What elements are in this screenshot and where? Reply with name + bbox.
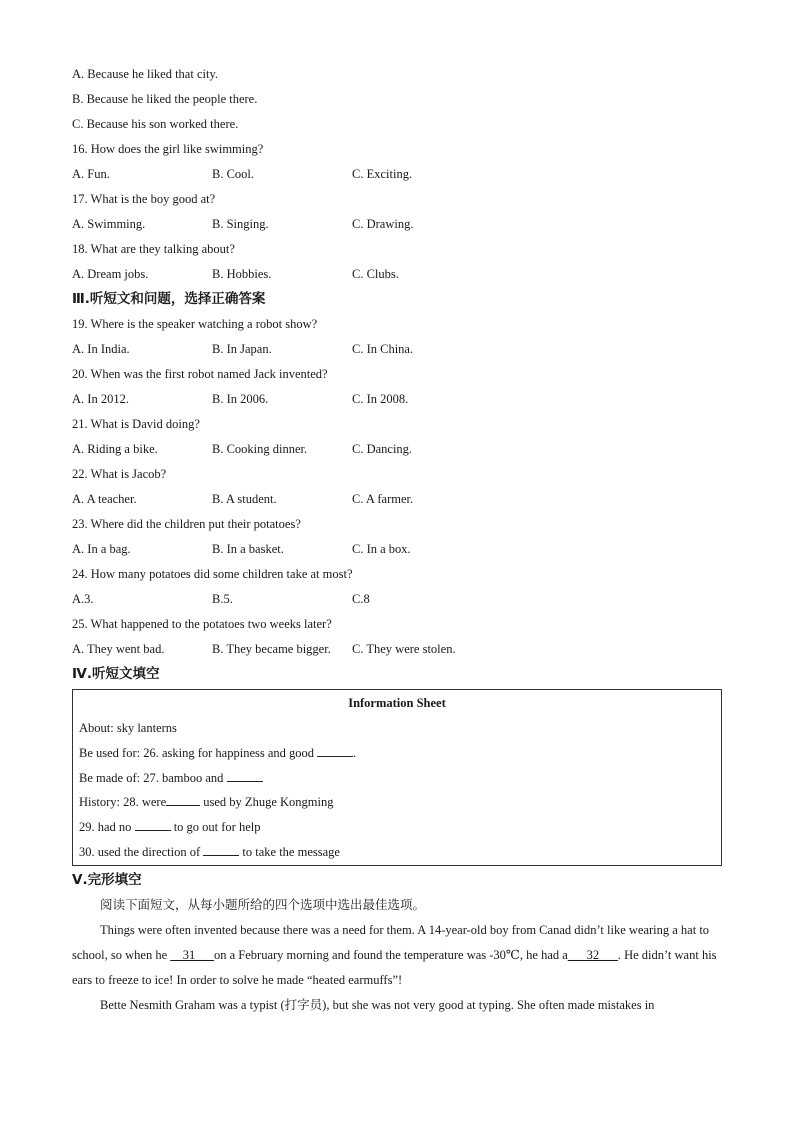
question-17: 17. What is the boy good at?: [72, 192, 216, 206]
exam-page: [72, 62, 722, 1018]
option-b: B. In Japan.: [212, 342, 272, 356]
option-b: B.5.: [212, 592, 233, 606]
q15-option-b: B. Because he liked the people there.: [72, 92, 258, 106]
cloze-blank-32[interactable]: ___32___: [567, 947, 618, 962]
sheet-row-30: [73, 840, 721, 865]
cloze-instructions: 阅读下面短文，从每小题所给的四个选项中选出最佳选项。: [100, 897, 426, 912]
questions-19-25: [72, 312, 722, 662]
option-b: B. In 2006.: [212, 392, 269, 406]
option-c: C. In a box.: [352, 542, 411, 556]
option-b: B. In a basket.: [212, 542, 284, 556]
option-a: A. They went bad.: [72, 642, 165, 656]
row-text: to go out for help: [170, 820, 261, 835]
q15-option-c: C. Because his son worked there.: [72, 117, 239, 131]
question-21: 21. What is David doing?: [72, 417, 200, 431]
question-16: 16. How does the girl like swimming?: [72, 142, 264, 156]
section-3-heading: Ⅲ.听短文和问题，选择正确答案: [72, 291, 266, 307]
row-text: History: 28. were: [79, 795, 167, 810]
answer-blank-28[interactable]: [166, 791, 200, 806]
option-b: B. Cool.: [212, 167, 255, 181]
question-22: 22. What is Jacob?: [72, 467, 167, 481]
sheet-row-used-for: [73, 741, 721, 766]
option-a: A. A teacher.: [72, 492, 137, 506]
option-a: A. In 2012.: [72, 392, 129, 406]
option-c: C. Exciting.: [352, 167, 413, 181]
option-b: B. They became bigger.: [212, 642, 331, 656]
option-a: A. In India.: [72, 342, 130, 356]
question-19: 19. Where is the speaker watching a robot show?: [72, 317, 318, 331]
answer-blank-26[interactable]: [317, 742, 353, 757]
cloze-paragraph-1: [72, 918, 722, 993]
information-sheet: [72, 689, 722, 866]
question-16-options: [72, 162, 722, 187]
option-c: C. In China.: [352, 342, 414, 356]
paragraph-text: Things were often invented because there was a need for them. A 14-year-old boy from Canad didn’t like wearing a hat to school, so when he: [72, 922, 710, 962]
question-25: 25. What happened to the potatoes two weeks later?: [72, 617, 332, 631]
question-22-options: [72, 487, 722, 512]
sheet-row-about: About: sky lanterns: [79, 721, 177, 735]
q15-options: [72, 62, 722, 137]
answer-blank-30[interactable]: [203, 841, 239, 856]
question-18: 18. What are they talking about?: [72, 242, 235, 256]
paragraph-text: . He didn’t want his ears to freeze to ice! In order to solve he made “heated earmuffs”!: [72, 947, 717, 987]
option-c: C. In 2008.: [352, 392, 409, 406]
answer-blank-27[interactable]: [227, 767, 263, 782]
option-a: A. Fun.: [72, 167, 110, 181]
option-c: C. Drawing.: [352, 217, 414, 231]
sheet-row-history: [73, 790, 721, 815]
question-20: 20. When was the first robot named Jack invented?: [72, 367, 328, 381]
option-c: C. They were stolen.: [352, 642, 456, 656]
row-text: Be made of: 27. bamboo and: [79, 770, 227, 785]
option-c: C. Clubs.: [352, 267, 399, 281]
q15-option-a: A. Because he liked that city.: [72, 67, 219, 81]
option-c: C.8: [352, 592, 370, 606]
question-24: 24. How many potatoes did some children take at most?: [72, 567, 353, 581]
cloze-blank-31[interactable]: __31___: [170, 947, 214, 962]
option-a: A. Swimming.: [72, 217, 146, 231]
section-4-heading: Ⅳ.听短文填空: [72, 666, 160, 682]
option-a: A. Dream jobs.: [72, 267, 149, 281]
option-c: C. Dancing.: [352, 442, 413, 456]
option-b: B. A student.: [212, 492, 277, 506]
option-a: A. Riding a bike.: [72, 442, 158, 456]
row-text: 29. had no: [79, 820, 135, 835]
questions-16-18: [72, 137, 722, 287]
question-21-options: [72, 437, 722, 462]
question-23: 23. Where did the children put their potatoes?: [72, 517, 301, 531]
question-25-options: [72, 637, 722, 662]
row-text: .: [353, 745, 357, 760]
sheet-row-29: [73, 815, 721, 840]
cloze-paragraph-2: Bette Nesmith Graham was a typist (打字员), but she was not very good at typing. She often made mistakes in: [100, 997, 655, 1012]
question-18-options: [72, 262, 722, 287]
row-text: used by Zhuge Kongming: [200, 795, 334, 810]
sheet-title: Information Sheet: [348, 696, 446, 710]
question-19-options: [72, 337, 722, 362]
option-c: C. A farmer.: [352, 492, 414, 506]
row-text: 30. used the direction of: [79, 844, 204, 859]
row-text: to take the message: [239, 844, 340, 859]
option-b: B. Singing.: [212, 217, 269, 231]
row-text: Be used for: 26. asking for happiness and good: [79, 745, 318, 760]
option-a: A.3.: [72, 592, 94, 606]
question-17-options: [72, 212, 722, 237]
sheet-row-made-of: [73, 766, 721, 791]
answer-blank-29[interactable]: [135, 816, 171, 831]
paragraph-text: on a February morning and found the temperature was -30℃, he had a: [214, 947, 568, 962]
question-20-options: [72, 387, 722, 412]
section-5-heading: Ⅴ.完形填空: [72, 871, 142, 888]
option-a: A. In a bag.: [72, 542, 131, 556]
option-b: B. Hobbies.: [212, 267, 272, 281]
question-24-options: [72, 587, 722, 612]
question-23-options: [72, 537, 722, 562]
option-b: B. Cooking dinner.: [212, 442, 308, 456]
